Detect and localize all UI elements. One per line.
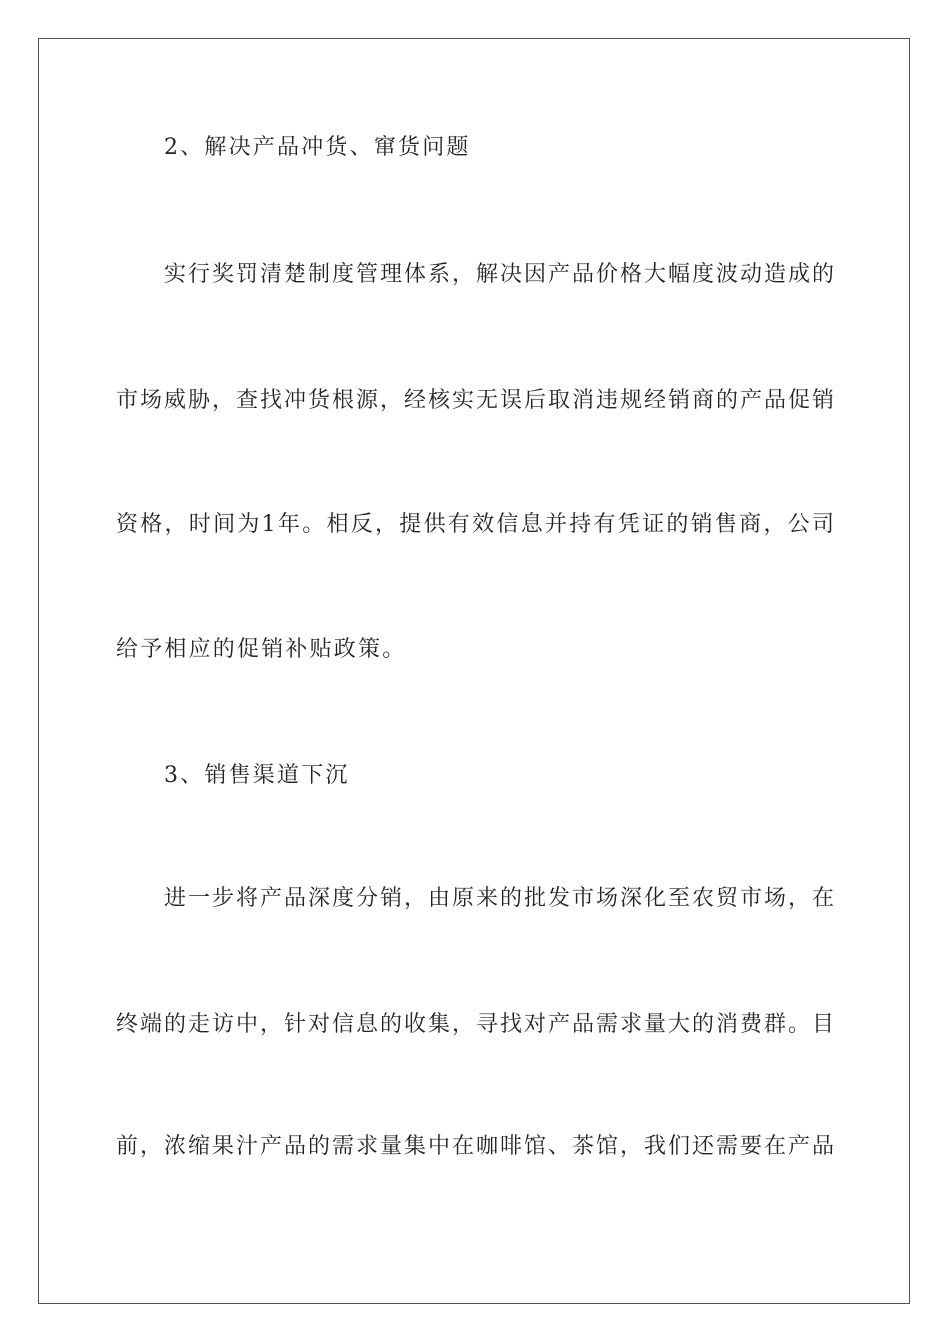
paragraph-line: 终端的走访中，针对信息的收集，寻找对产品需求量大的消费群。目 (116, 1012, 834, 1037)
page-border (38, 38, 910, 1304)
paragraph-line: 给予相应的促销补贴政策。 (116, 637, 407, 662)
paragraph-line: 实行奖罚清楚制度管理体系，解决因产品价格大幅度波动造成的 (164, 262, 834, 287)
section-heading-3: 3、销售渠道下沉 (164, 763, 350, 788)
paragraph-line: 市场威胁，查找冲货根源，经核实无误后取消违规经销商的产品促销 (116, 388, 834, 413)
paragraph-line: 资格，时间为1年。相反，提供有效信息并持有凭证的销售商，公司 (116, 512, 834, 537)
paragraph-line: 进一步将产品深度分销，由原来的批发市场深化至农贸市场，在 (164, 886, 834, 911)
paragraph-line: 前，浓缩果汁产品的需求量集中在咖啡馆、茶馆，我们还需要在产品 (116, 1134, 834, 1159)
section-heading-2: 2、解决产品冲货、窜货问题 (164, 135, 471, 160)
